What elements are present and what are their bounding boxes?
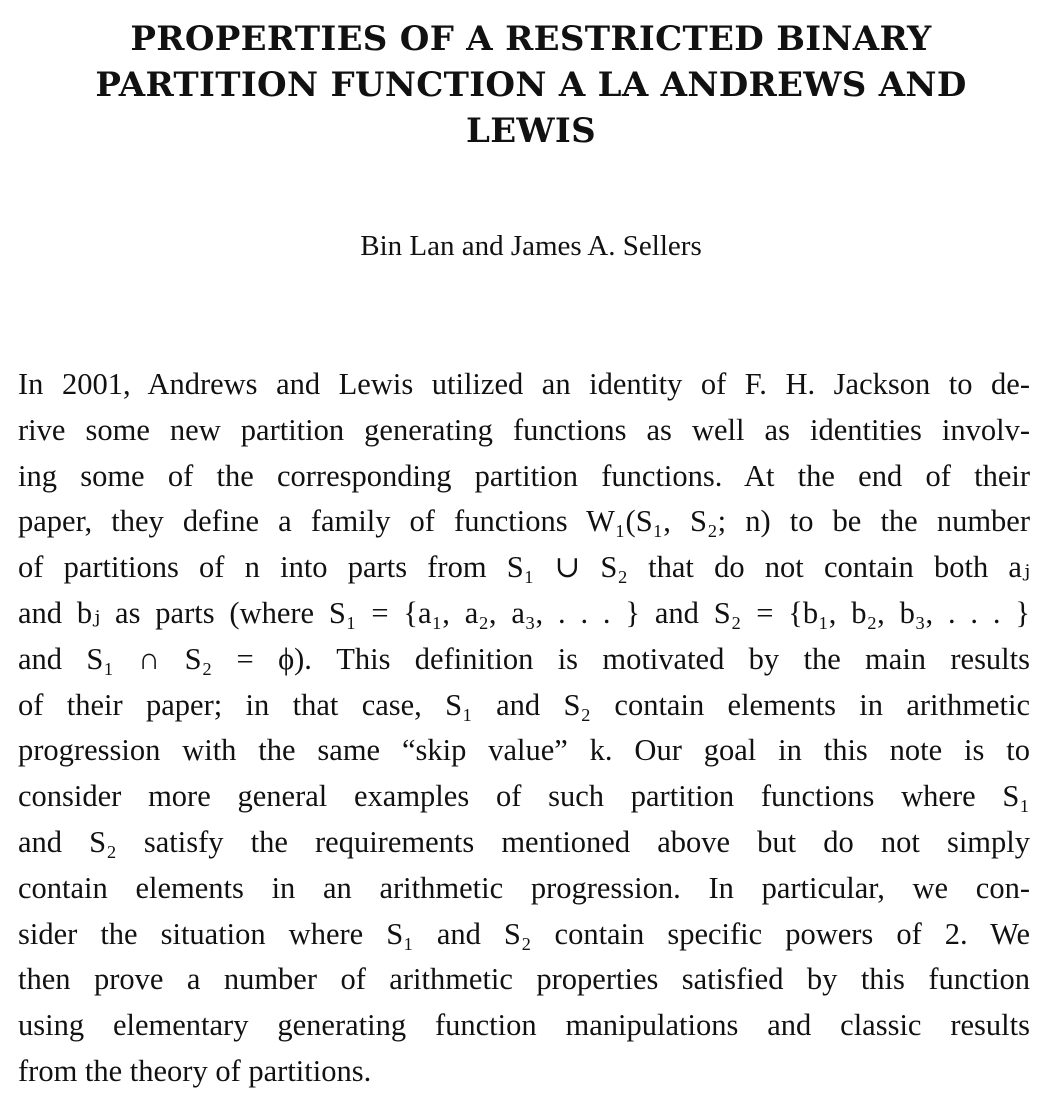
abstract <box>18 362 1030 1095</box>
abstract-line: and S₂ satisfy the requirements mentioned above but do not simply <box>18 824 1030 859</box>
abstract-line: paper, they define a family of functions W₁(S₁, S₂; n) to be the number <box>18 504 1030 539</box>
abstract-line: sider the situation where S₁ and S₂ contain specific powers of 2. We <box>18 916 1030 951</box>
abstract-line: and bⱼ as parts (where S₁ = {a₁, a₂, a₃, . . . } and S₂ = {b₁, b₂, b₃, . . . } <box>18 595 1030 630</box>
abstract-line: of their paper; in that case, S₁ and S₂ contain elements in arithmetic <box>18 687 1030 722</box>
abstract-line: In 2001, Andrews and Lewis utilized an identity of F. H. Jackson to de- <box>18 367 1030 401</box>
abstract-line: contain elements in an arithmetic progression. In particular, we con- <box>18 870 1030 905</box>
abstract-line: consider more general examples of such partition functions where S₁ <box>18 779 1030 814</box>
abstract-line: using elementary generating function manipulations and classic results <box>18 1008 1030 1043</box>
abstract-line: from the theory of partitions. <box>18 1053 372 1088</box>
authors: Bin Lan and James A. Sellers <box>360 230 702 262</box>
abstract-line: progression with the same “skip value” k. Our goal in this note is to <box>18 733 1030 768</box>
abstract-line: then prove a number of arithmetic properties satisfied by this function <box>18 962 1030 997</box>
abstract-line: rive some new partition generating functions as well as identities involv- <box>18 412 1030 447</box>
abstract-line: of partitions of n into parts from S₁ ∪ S₂ that do not contain both aⱼ <box>18 550 1030 585</box>
paper-title: PROPERTIES OF A RESTRICTED BINARY PARTITION FUNCTION A LA ANDREWS AND LEWIS <box>95 19 967 151</box>
abstract-line: ing some of the corresponding partition functions. At the end of their <box>18 458 1030 493</box>
abstract-line: and S₁ ∩ S₂ = ϕ). This definition is motivated by the main results <box>18 641 1030 676</box>
